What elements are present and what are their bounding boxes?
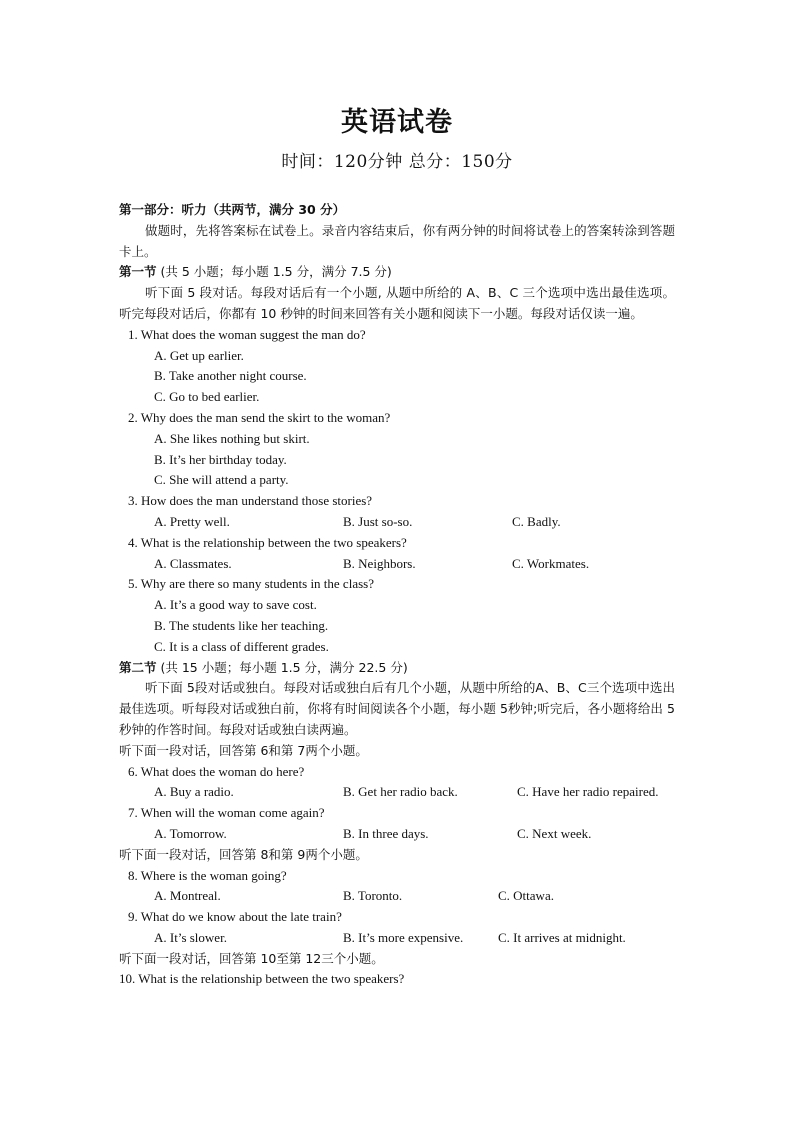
question-2-option-a: A. She likes nothing but skirt. [154, 430, 310, 446]
question-2-option-c: C. She will attend a party. [154, 472, 289, 488]
question-5-option-b: B. The students like her teaching. [154, 617, 329, 633]
section1-heading-detail: (共 5 小题；每小题 1.5 分，满分 7.5 分) [156, 264, 392, 280]
question-1: 1. What does the woman suggest the man do? [128, 326, 366, 342]
question-9-option-a: A. It’s slower. [154, 929, 227, 945]
question-6-option-a: A. Buy a radio. [154, 784, 234, 800]
question-8: 8. Where is the woman going? [128, 867, 287, 883]
question-3: 3. How does the man understand those stories? [128, 493, 373, 509]
section2-heading-detail: (共 15 小题；每小题 1.5 分，满分 22.5 分) [156, 659, 408, 675]
question-6-option-c: C. Have her radio repaired. [517, 784, 659, 800]
question-9-option-b: B. It’s more expensive. [343, 929, 464, 945]
question-7-option-a: A. Tomorrow. [154, 825, 227, 841]
section1-heading-label: 第一节 [119, 264, 157, 280]
question-8-option-a: A. Montreal. [154, 888, 221, 904]
question-8-option-c: C. Ottawa. [498, 888, 554, 904]
question-3-option-a: A. Pretty well. [154, 513, 230, 529]
question-4-option-b: B. Neighbors. [343, 555, 416, 571]
question-1-option-b: B. Take another night course. [154, 368, 307, 384]
question-6: 6. What does the woman do here? [128, 763, 305, 779]
question-6-option-b: B. Get her radio back. [343, 784, 458, 800]
question-5: 5. Why are there so many students in the class? [128, 576, 374, 592]
question-8-options [119, 886, 675, 907]
question-4-options [119, 554, 675, 575]
question-2-option-b: B. It’s her birthday today. [154, 451, 287, 467]
section1-intro: 听下面 5 段对话。每段对话后有一个小题, 从题中所给的 A、B、C 三个选项中选出最佳选项。听完每段对话后，你都有 10 秒钟的时间来回答有关小题和阅读下一小题。每段对话仅读一遍。 [119, 285, 675, 321]
question-7-option-b: B. In three days. [343, 825, 429, 841]
question-5-option-a: A. It’s a good way to save cost. [154, 597, 317, 613]
question-7-option-c: C. Next week. [517, 825, 592, 841]
question-8-option-b: B. Toronto. [343, 888, 403, 904]
question-3-options [119, 512, 675, 533]
question-4-option-c: C. Workmates. [512, 555, 590, 571]
section2-heading [119, 658, 675, 679]
question-2: 2. Why does the man send the skirt to the woman? [128, 409, 391, 425]
question-7-options [119, 824, 675, 845]
question-4-option-a: A. Classmates. [154, 555, 232, 571]
page-title: 英语试卷 [341, 107, 453, 138]
question-9-options [119, 928, 675, 949]
section2-heading-label: 第二节 [119, 659, 157, 675]
question-1-option-a: A. Get up earlier. [154, 347, 244, 363]
question-4: 4. What is the relationship between the two speakers? [128, 534, 407, 550]
section2-intro: 听下面 5段对话或独白。每段对话或独白后有几个小题，从题中所给的A、B、C三个选项中选出最佳选项。听每段对话或独白前，你将有时间阅读各个小题，每小题 5秒钟;听完后，各小题将给出 5秒钟的作答时间。每段对话或独白读两遍。 [119, 680, 675, 737]
question-1-option-c: C. Go to bed earlier. [154, 389, 260, 405]
question-3-option-b: B. Just so-so. [343, 513, 413, 529]
exam-content [119, 200, 675, 990]
part1-heading: 第一部分：听力（共两节，满分 30 分） [119, 202, 346, 217]
question-9: 9. What do we know about the late train? [128, 909, 342, 925]
group-instruction-8-9: 听下面一段对话，回答第 8和第 9两个小题。 [119, 846, 368, 862]
question-9-option-c: C. It arrives at midnight. [498, 929, 626, 945]
question-10: 10. What is the relationship between the two speakers? [119, 971, 405, 987]
section1-heading [119, 262, 675, 283]
part1-intro: 做题时，先将答案标在试卷上。录音内容结束后，你有两分钟的时间将试卷上的答案转涂到答题卡上。 [119, 222, 675, 259]
question-3-option-c: C. Badly. [512, 513, 561, 529]
page-subtitle: 时间：120分钟 总分：150分 [281, 152, 513, 172]
group-instruction-6-7: 听下面一段对话，回答第 6和第 7两个小题。 [119, 742, 368, 758]
question-6-options [119, 782, 675, 803]
question-5-option-c: C. It is a class of different grades. [154, 638, 329, 654]
group-instruction-10-12: 听下面一段对话，回答第 10至第 12三个小题。 [119, 950, 384, 966]
question-7: 7. When will the woman come again? [128, 805, 325, 821]
